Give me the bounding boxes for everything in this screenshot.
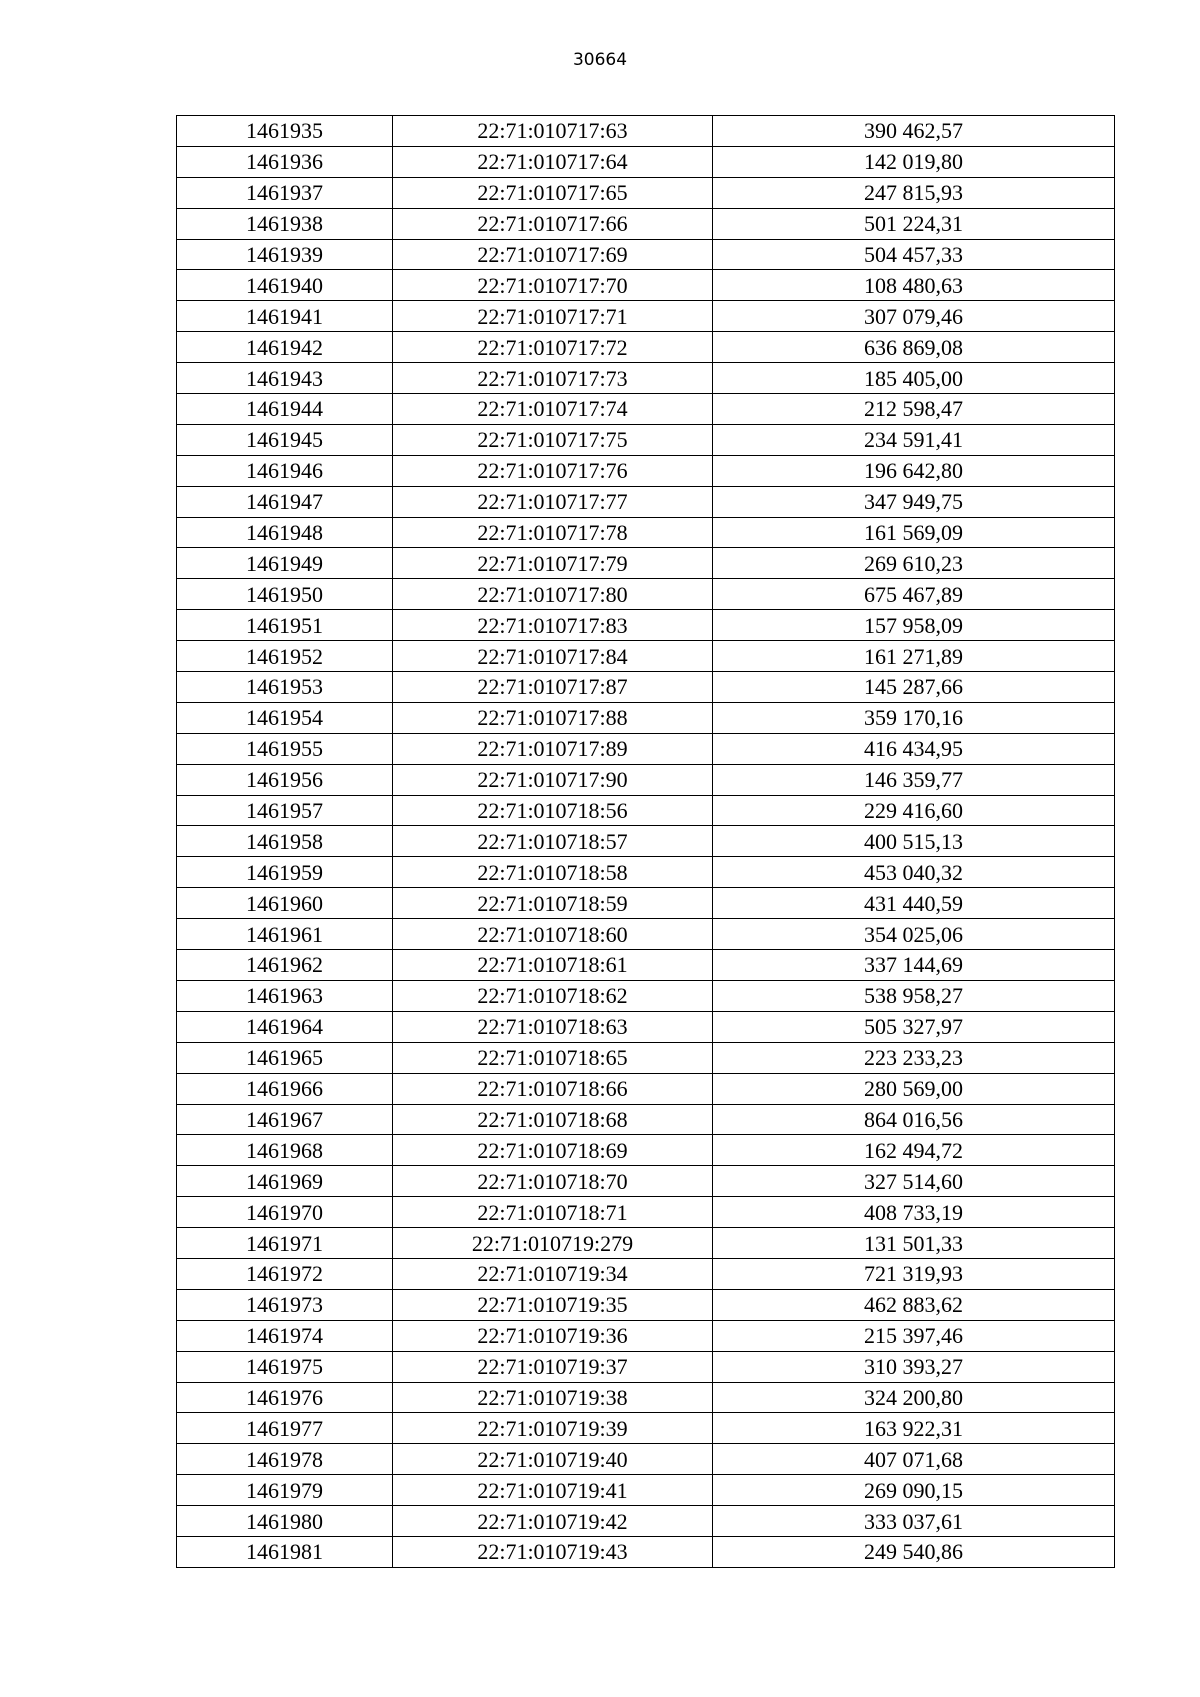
cadastral-number-cell: 22:71:010718:60 <box>393 919 713 950</box>
table-row <box>177 857 1115 888</box>
value-cell: 157 958,09 <box>713 610 1115 641</box>
value-cell: 247 815,93 <box>713 177 1115 208</box>
value-cell: 249 540,86 <box>713 1536 1115 1567</box>
value-cell: 864 016,56 <box>713 1104 1115 1135</box>
value-cell: 337 144,69 <box>713 950 1115 981</box>
value-cell: 185 405,00 <box>713 363 1115 394</box>
cadastral-number-cell: 22:71:010719:37 <box>393 1351 713 1382</box>
table-row <box>177 394 1115 425</box>
table-row <box>177 1073 1115 1104</box>
value-cell: 359 170,16 <box>713 702 1115 733</box>
value-cell: 161 271,89 <box>713 641 1115 672</box>
value-cell: 269 090,15 <box>713 1475 1115 1506</box>
cadastral-number-cell: 22:71:010719:43 <box>393 1536 713 1567</box>
value-cell: 504 457,33 <box>713 239 1115 270</box>
row-id-cell: 1461970 <box>177 1197 393 1228</box>
table-row <box>177 1382 1115 1413</box>
cadastral-number-cell: 22:71:010717:75 <box>393 424 713 455</box>
table-row <box>177 764 1115 795</box>
row-id-cell: 1461967 <box>177 1104 393 1135</box>
value-cell: 280 569,00 <box>713 1073 1115 1104</box>
table-row <box>177 641 1115 672</box>
row-id-cell: 1461974 <box>177 1320 393 1351</box>
cadastral-number-cell: 22:71:010718:65 <box>393 1042 713 1073</box>
table-row <box>177 1320 1115 1351</box>
value-cell: 505 327,97 <box>713 1011 1115 1042</box>
cadastral-number-cell: 22:71:010718:66 <box>393 1073 713 1104</box>
row-id-cell: 1461937 <box>177 177 393 208</box>
row-id-cell: 1461952 <box>177 641 393 672</box>
row-id-cell: 1461968 <box>177 1135 393 1166</box>
cadastral-number-cell: 22:71:010717:66 <box>393 208 713 239</box>
table-row <box>177 826 1115 857</box>
value-cell: 462 883,62 <box>713 1289 1115 1320</box>
row-id-cell: 1461981 <box>177 1536 393 1567</box>
cadastral-number-cell: 22:71:010717:80 <box>393 579 713 610</box>
table-row <box>177 1135 1115 1166</box>
cadastral-number-cell: 22:71:010717:84 <box>393 641 713 672</box>
value-cell: 142 019,80 <box>713 146 1115 177</box>
row-id-cell: 1461935 <box>177 116 393 147</box>
row-id-cell: 1461936 <box>177 146 393 177</box>
value-cell: 333 037,61 <box>713 1506 1115 1537</box>
table-row <box>177 702 1115 733</box>
cadastral-number-cell: 22:71:010719:35 <box>393 1289 713 1320</box>
row-id-cell: 1461980 <box>177 1506 393 1537</box>
cadastral-number-cell: 22:71:010717:78 <box>393 517 713 548</box>
table-row <box>177 1475 1115 1506</box>
table-row <box>177 548 1115 579</box>
row-id-cell: 1461954 <box>177 702 393 733</box>
cadastral-number-cell: 22:71:010719:34 <box>393 1258 713 1289</box>
row-id-cell: 1461941 <box>177 301 393 332</box>
table-row <box>177 610 1115 641</box>
cadastral-number-cell: 22:71:010719:39 <box>393 1413 713 1444</box>
table-row <box>177 424 1115 455</box>
value-cell: 223 233,23 <box>713 1042 1115 1073</box>
table-row <box>177 1197 1115 1228</box>
row-id-cell: 1461971 <box>177 1228 393 1259</box>
value-cell: 212 598,47 <box>713 394 1115 425</box>
cadastral-number-cell: 22:71:010719:279 <box>393 1228 713 1259</box>
cadastral-number-cell: 22:71:010717:90 <box>393 764 713 795</box>
table-row <box>177 301 1115 332</box>
table-row <box>177 579 1115 610</box>
row-id-cell: 1461962 <box>177 950 393 981</box>
cadastral-number-cell: 22:71:010719:38 <box>393 1382 713 1413</box>
value-cell: 354 025,06 <box>713 919 1115 950</box>
row-id-cell: 1461977 <box>177 1413 393 1444</box>
cadastral-number-cell: 22:71:010717:88 <box>393 702 713 733</box>
table-row <box>177 239 1115 270</box>
table-row <box>177 208 1115 239</box>
cadastral-number-cell: 22:71:010718:71 <box>393 1197 713 1228</box>
row-id-cell: 1461940 <box>177 270 393 301</box>
row-id-cell: 1461965 <box>177 1042 393 1073</box>
table-row <box>177 1042 1115 1073</box>
table-row <box>177 146 1115 177</box>
cadastral-number-cell: 22:71:010718:62 <box>393 980 713 1011</box>
value-cell: 327 514,60 <box>713 1166 1115 1197</box>
cadastral-number-cell: 22:71:010718:70 <box>393 1166 713 1197</box>
table-row <box>177 1444 1115 1475</box>
table-row <box>177 363 1115 394</box>
cadastral-number-cell: 22:71:010717:65 <box>393 177 713 208</box>
value-cell: 146 359,77 <box>713 764 1115 795</box>
table-row <box>177 1011 1115 1042</box>
row-id-cell: 1461949 <box>177 548 393 579</box>
row-id-cell: 1461964 <box>177 1011 393 1042</box>
value-cell: 675 467,89 <box>713 579 1115 610</box>
table-row <box>177 1413 1115 1444</box>
value-cell: 538 958,27 <box>713 980 1115 1011</box>
data-table <box>176 115 1115 1568</box>
table-row <box>177 486 1115 517</box>
cadastral-number-cell: 22:71:010717:71 <box>393 301 713 332</box>
table-row <box>177 1258 1115 1289</box>
value-cell: 390 462,57 <box>713 116 1115 147</box>
table-row <box>177 1506 1115 1537</box>
row-id-cell: 1461959 <box>177 857 393 888</box>
row-id-cell: 1461972 <box>177 1258 393 1289</box>
cadastral-number-cell: 22:71:010717:70 <box>393 270 713 301</box>
row-id-cell: 1461939 <box>177 239 393 270</box>
row-id-cell: 1461958 <box>177 826 393 857</box>
table-row <box>177 980 1115 1011</box>
row-id-cell: 1461944 <box>177 394 393 425</box>
cadastral-number-cell: 22:71:010717:63 <box>393 116 713 147</box>
value-cell: 636 869,08 <box>713 332 1115 363</box>
row-id-cell: 1461951 <box>177 610 393 641</box>
cadastral-number-cell: 22:71:010718:57 <box>393 826 713 857</box>
value-cell: 145 287,66 <box>713 672 1115 703</box>
row-id-cell: 1461950 <box>177 579 393 610</box>
cadastral-number-cell: 22:71:010717:76 <box>393 455 713 486</box>
table-row <box>177 733 1115 764</box>
table-row <box>177 517 1115 548</box>
value-cell: 269 610,23 <box>713 548 1115 579</box>
cadastral-number-cell: 22:71:010718:63 <box>393 1011 713 1042</box>
row-id-cell: 1461957 <box>177 795 393 826</box>
cadastral-number-cell: 22:71:010717:79 <box>393 548 713 579</box>
value-cell: 347 949,75 <box>713 486 1115 517</box>
row-id-cell: 1461956 <box>177 764 393 795</box>
cadastral-number-cell: 22:71:010719:36 <box>393 1320 713 1351</box>
value-cell: 162 494,72 <box>713 1135 1115 1166</box>
row-id-cell: 1461947 <box>177 486 393 517</box>
cadastral-number-cell: 22:71:010718:59 <box>393 888 713 919</box>
table-row <box>177 177 1115 208</box>
row-id-cell: 1461938 <box>177 208 393 239</box>
cadastral-number-cell: 22:71:010719:40 <box>393 1444 713 1475</box>
cadastral-number-cell: 22:71:010719:41 <box>393 1475 713 1506</box>
table-row <box>177 270 1115 301</box>
value-cell: 501 224,31 <box>713 208 1115 239</box>
row-id-cell: 1461978 <box>177 1444 393 1475</box>
cadastral-number-cell: 22:71:010718:69 <box>393 1135 713 1166</box>
value-cell: 215 397,46 <box>713 1320 1115 1351</box>
cadastral-number-cell: 22:71:010718:58 <box>393 857 713 888</box>
cadastral-number-cell: 22:71:010717:73 <box>393 363 713 394</box>
page-number: 30664 <box>572 50 628 70</box>
value-cell: 196 642,80 <box>713 455 1115 486</box>
cadastral-number-cell: 22:71:010717:77 <box>393 486 713 517</box>
cadastral-number-cell: 22:71:010717:64 <box>393 146 713 177</box>
cadastral-number-cell: 22:71:010718:56 <box>393 795 713 826</box>
row-id-cell: 1461942 <box>177 332 393 363</box>
row-id-cell: 1461960 <box>177 888 393 919</box>
row-id-cell: 1461955 <box>177 733 393 764</box>
value-cell: 234 591,41 <box>713 424 1115 455</box>
table-row <box>177 1536 1115 1567</box>
value-cell: 407 071,68 <box>713 1444 1115 1475</box>
row-id-cell: 1461953 <box>177 672 393 703</box>
value-cell: 416 434,95 <box>713 733 1115 764</box>
cadastral-number-cell: 22:71:010717:83 <box>393 610 713 641</box>
row-id-cell: 1461946 <box>177 455 393 486</box>
cadastral-number-cell: 22:71:010717:72 <box>393 332 713 363</box>
row-id-cell: 1461948 <box>177 517 393 548</box>
value-cell: 163 922,31 <box>713 1413 1115 1444</box>
value-cell: 324 200,80 <box>713 1382 1115 1413</box>
row-id-cell: 1461961 <box>177 919 393 950</box>
value-cell: 161 569,09 <box>713 517 1115 548</box>
value-cell: 400 515,13 <box>713 826 1115 857</box>
table-row <box>177 1166 1115 1197</box>
row-id-cell: 1461975 <box>177 1351 393 1382</box>
table-body <box>177 116 1115 1568</box>
cadastral-number-cell: 22:71:010718:68 <box>393 1104 713 1135</box>
table-row <box>177 1228 1115 1259</box>
table-row <box>177 1289 1115 1320</box>
value-cell: 307 079,46 <box>713 301 1115 332</box>
row-id-cell: 1461976 <box>177 1382 393 1413</box>
value-cell: 721 319,93 <box>713 1258 1115 1289</box>
table-row <box>177 672 1115 703</box>
value-cell: 408 733,19 <box>713 1197 1115 1228</box>
table-row <box>177 1104 1115 1135</box>
cadastral-number-cell: 22:71:010718:61 <box>393 950 713 981</box>
cadastral-number-cell: 22:71:010717:89 <box>393 733 713 764</box>
value-cell: 453 040,32 <box>713 857 1115 888</box>
cadastral-number-cell: 22:71:010719:42 <box>393 1506 713 1537</box>
table-row <box>177 950 1115 981</box>
table-row <box>177 888 1115 919</box>
cadastral-number-cell: 22:71:010717:69 <box>393 239 713 270</box>
table-row <box>177 332 1115 363</box>
row-id-cell: 1461973 <box>177 1289 393 1320</box>
table-row <box>177 919 1115 950</box>
row-id-cell: 1461963 <box>177 980 393 1011</box>
cadastral-number-cell: 22:71:010717:87 <box>393 672 713 703</box>
table-row <box>177 455 1115 486</box>
table-row <box>177 1351 1115 1382</box>
value-cell: 108 480,63 <box>713 270 1115 301</box>
value-cell: 310 393,27 <box>713 1351 1115 1382</box>
table-row <box>177 795 1115 826</box>
row-id-cell: 1461969 <box>177 1166 393 1197</box>
row-id-cell: 1461979 <box>177 1475 393 1506</box>
value-cell: 431 440,59 <box>713 888 1115 919</box>
value-cell: 131 501,33 <box>713 1228 1115 1259</box>
table-row <box>177 116 1115 147</box>
value-cell: 229 416,60 <box>713 795 1115 826</box>
row-id-cell: 1461945 <box>177 424 393 455</box>
row-id-cell: 1461943 <box>177 363 393 394</box>
row-id-cell: 1461966 <box>177 1073 393 1104</box>
cadastral-number-cell: 22:71:010717:74 <box>393 394 713 425</box>
